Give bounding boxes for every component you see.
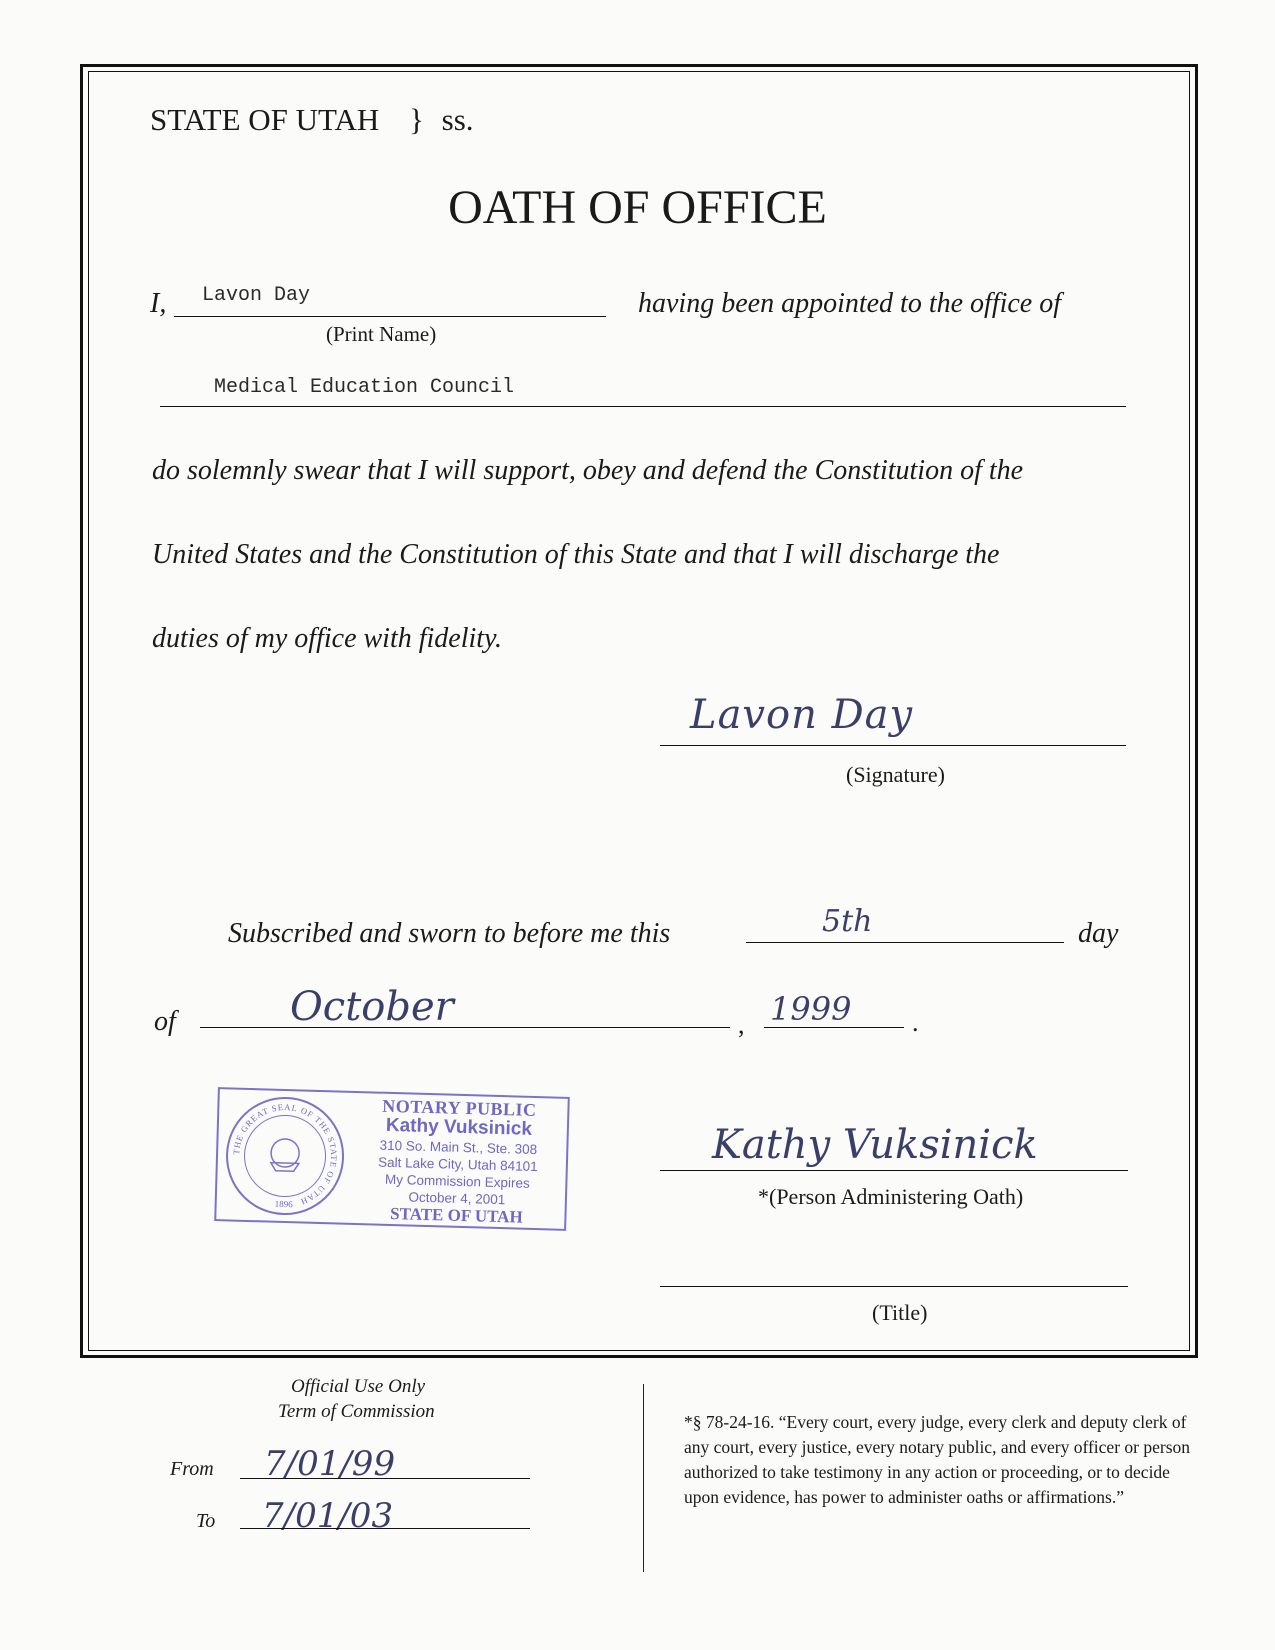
svg-text:THE GREAT SEAL OF THE STATE OF bbox=[230, 1100, 341, 1208]
period: . bbox=[912, 1008, 919, 1037]
sworn-day-value: 5th bbox=[822, 904, 873, 939]
notary-stamp bbox=[214, 1087, 570, 1231]
ss-abbrev: ss. bbox=[441, 102, 474, 137]
state-seal bbox=[224, 1095, 345, 1216]
oath-line-3: duties of my office with fidelity. bbox=[152, 623, 502, 654]
administrator-caption: *(Person Administering Oath) bbox=[758, 1184, 1024, 1209]
from-line bbox=[240, 1478, 530, 1479]
office-line bbox=[160, 406, 1126, 407]
year-line bbox=[764, 1027, 904, 1028]
official-use-heading: Official Use Only bbox=[291, 1376, 426, 1397]
administrator-signature: Kathy Vuksinick bbox=[712, 1122, 1038, 1168]
signature-caption: (Signature) bbox=[846, 762, 945, 787]
oath-line-1: do solemnly swear that I will support, obey and defend the Constitution of the bbox=[152, 455, 1024, 486]
page-title: OATH OF OFFICE bbox=[448, 181, 827, 234]
month-value: October bbox=[290, 984, 454, 1030]
stamp-line-3: 310 So. Main St., Ste. 308 bbox=[379, 1137, 538, 1158]
to-label: To bbox=[196, 1510, 216, 1532]
day-word: day bbox=[1078, 918, 1119, 949]
appointed-text: having been appointed to the office of bbox=[638, 288, 1062, 319]
seal-year: 1896 bbox=[274, 1198, 293, 1210]
state-name: STATE OF UTAH bbox=[150, 102, 380, 137]
to-value: 7/01/03 bbox=[262, 1496, 394, 1536]
stamp-line-7: STATE OF UTAH bbox=[389, 1203, 523, 1227]
oath-signature: Lavon Day bbox=[690, 692, 914, 738]
administrator-line bbox=[660, 1170, 1128, 1171]
stamp-line-1: NOTARY PUBLIC bbox=[382, 1095, 537, 1121]
comma: , bbox=[738, 1010, 745, 1039]
oath-line-2: United States and the Constitution of this State and that I will discharge the bbox=[152, 539, 1000, 570]
i-prefix: I, bbox=[150, 288, 167, 319]
print-name-caption: (Print Name) bbox=[326, 322, 437, 346]
seal-text: THE GREAT SEAL OF THE STATE OF UTAH bbox=[230, 1101, 340, 1208]
state-heading bbox=[150, 102, 474, 138]
print-name-value: Lavon Day bbox=[202, 284, 311, 307]
stamp-text-block bbox=[350, 1097, 565, 1227]
from-label: From bbox=[170, 1458, 214, 1480]
office-value: Medical Education Council bbox=[214, 376, 515, 399]
day-line bbox=[746, 942, 1064, 943]
term-heading: Term of Commission bbox=[278, 1401, 435, 1422]
seal-text-ring bbox=[224, 1095, 345, 1216]
stamp-line-2: Kathy Vuksinick bbox=[385, 1114, 533, 1140]
of-word: of bbox=[154, 1006, 176, 1037]
print-name-line bbox=[174, 316, 606, 317]
month-line bbox=[200, 1027, 730, 1028]
sworn-lead: Subscribed and sworn to before me this bbox=[228, 918, 671, 949]
footer-divider bbox=[643, 1384, 644, 1572]
stamp-line-4: Salt Lake City, Utah 84101 bbox=[377, 1154, 538, 1175]
from-value: 7/01/99 bbox=[264, 1444, 396, 1484]
statute-note: *§ 78-24-16. “Every court, every judge, every clerk and deputy clerk of any court, every justice, every notary public, and every officer or person authorized to take testimony in any action or proceeding, or to decide upon evidence, has power to administer oaths or affirmations.” bbox=[684, 1412, 1191, 1507]
year-value: 1999 bbox=[770, 990, 852, 1028]
title-line bbox=[660, 1286, 1128, 1287]
brace: } bbox=[409, 102, 424, 137]
to-line bbox=[240, 1528, 530, 1529]
stamp-line-5: My Commission Expires bbox=[384, 1171, 530, 1191]
signature-line bbox=[660, 745, 1126, 746]
stamp-line-6: October 4, 2001 bbox=[408, 1189, 506, 1208]
title-caption: (Title) bbox=[872, 1300, 928, 1325]
